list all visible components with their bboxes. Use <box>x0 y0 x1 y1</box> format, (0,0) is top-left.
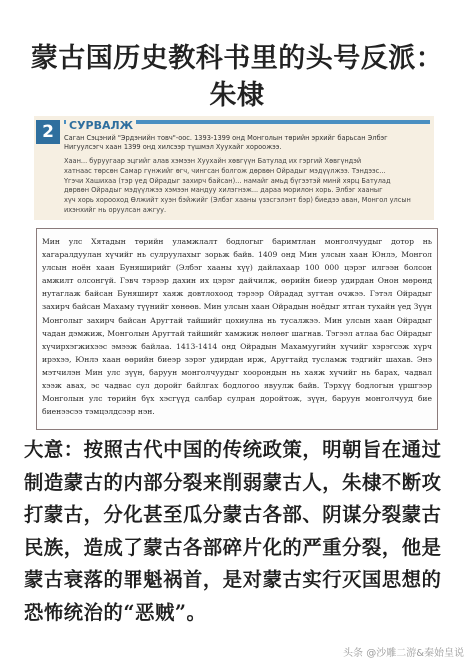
source-quote: Хаан... буруугаар эцгийг алав хэмээн Хуухайн хөвгүүн Батулад их гэргий Хөвгүндэй хатнаас төрсөн Самар гүнжийг өгч, чингсан болгож дөрвөн Ойрадыг мэдүүлжээ. Тэндээс... Үгэчи Хашихаа (тэр үед Ойрадыг захирч байсан)... намайг амьд бүгээтэй минй хярц Батулад дөрвөн Ойрадыг мэдүүлжээ хэмээн мандуу хилэгнэж... дараа морилон хорь. Элбэг хааныг хүч хорь хорооход Өлжийт хуэн бэйжийг (Элбэг хааны үзэсгэлэнт бэр) биедээ аван, Монгол улсын ихэнхийг нь оруулсан ажгуу. <box>64 157 411 214</box>
section-number-badge: 2 <box>36 120 60 144</box>
headline: 蒙古国历史教科书里的头号反派： 朱棣 <box>30 43 444 111</box>
textbook-paragraph: Мин улс Хятадын төрийн уламжлалт бодлогыг баримтлан монголчуудыг дотор нь хагаралдуулан хүчийг нь сулруулахыг зорьж байв. 1409 онд Мин улсын хаан Юнлэ, Монгол улсын ноён хаан Буняширийг (Элбэг хааны хүү) дайлахаар 100 000 цэрэг илгээн болсон амжилт олсонгүй. Гэвч тэрээр дахин их цэрэг дайчилж, өөрийн биеэр удирдан Онон мөрөнд нутаглаж байсан Буняширт хаяж довтлохоод тэрээр Ойрадад зугтан очжээ. Гэтэл Ойрадыг захирч байсан Махаму түүнийг хөнөөв. Мин улсын хаан Ойрадын ноёдыг ятган тухайн үед Зүүн Монголыг захирч байсан Аругтай тайшийг цохиулна нь тусалжээ. Мин улсын хаан Ойрадыг чадан дэмжиж, Монголын Аругтай тайшийг хамжиж нөлөөг шагнав. Тэгээл атлаа бас Ойрадыг хүчирхэгжихээс эмээж байлаа. 1413-1414 онд Ойрадын Махамуугийн хүчийг хэрэгсэж хүрч ирэхээ, Юнлэ хаан өөрийн биеэр зэрэг удирдан ирж, Аругтайд тусламж тэдгийг шахав. Энэ мэтчилэн Мин улс зүүн, баруун монголчуудыг хоорондын нь хаяж хүчийг нь барах, чадвал хээж авах, эс чадвас сул доройг байлгах бодлогоо явуулж байв. Тэрхүү бодлогын үршгээр Монголын улс төрийн бүх хэсгүүд салбар сулран доройтож, зүүн, баруун монголчууд бие биенээсээ тэмцэлдсээр нэн. <box>42 237 432 417</box>
textbook-source-box <box>34 116 434 220</box>
source-caption: Саган Сэцэний "Эрдэнийн товч"-оос. 1393-1399 онд Монголын төрийн эрхийг барьсан Элбэг Нигуулсэгч хаан 1399 онд хилсээр түшмэл Хуухайг хороожээ. <box>64 134 388 151</box>
watermark: 头条 @沙雕二游&秦始皇说 <box>343 648 464 659</box>
textbook-excerpt <box>36 228 438 430</box>
chinese-translation: 大意：按照古代中国的传统政策，明朝旨在通过制造蒙古的内部分裂来削弱蒙古人，朱棣不断攻打蒙古，分化甚至瓜分蒙古各部、阴谋分裂蒙古民族，造成了蒙古各部碎片化的严重分裂，他是蒙古衰落的罪魁祸首，是对蒙古实行灭国思想的恐怖统治的“恶贼”。 <box>24 438 442 624</box>
source-heading: СУРВАЛЖ <box>66 119 136 132</box>
